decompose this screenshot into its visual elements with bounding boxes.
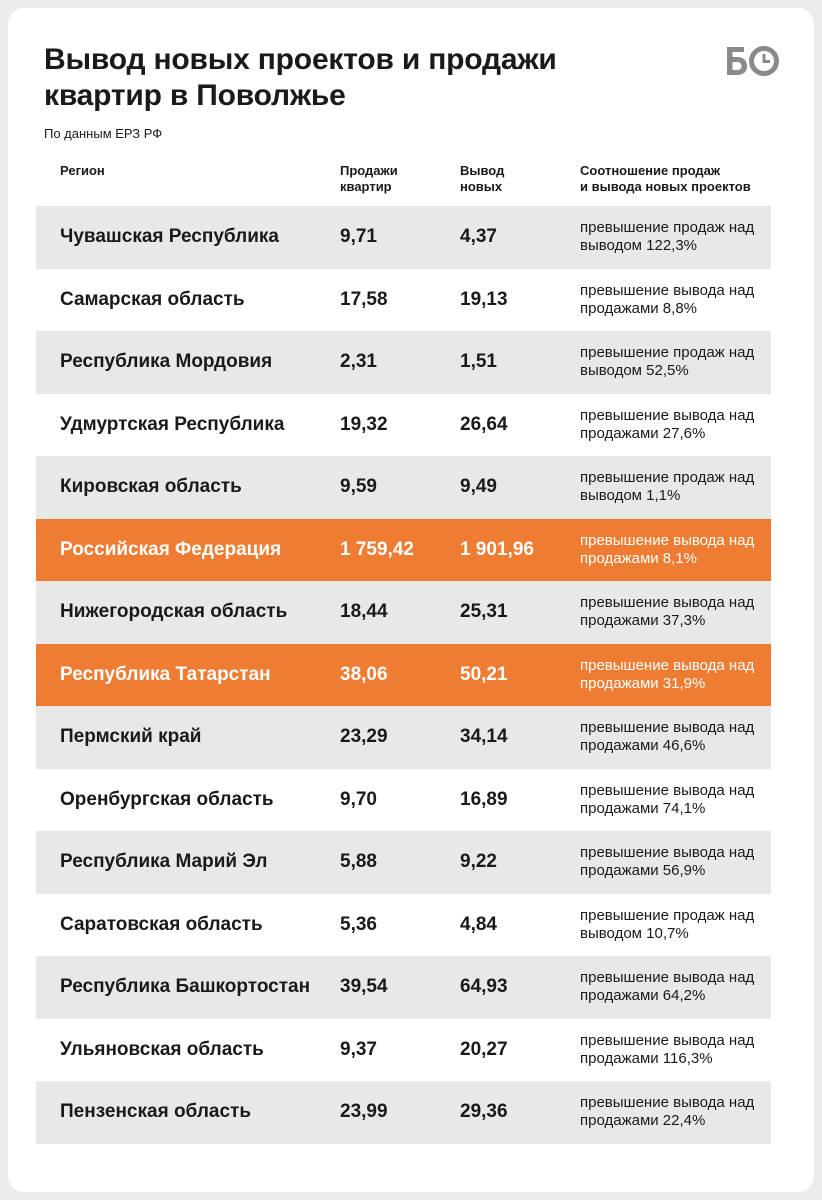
sales-cell: 9,59 — [340, 476, 377, 498]
region-cell: Самарская область — [60, 288, 245, 310]
ratio-cell: превышение вывода над продажами 22,4% — [580, 1094, 755, 1130]
region-cell: Республика Башкортостан — [60, 976, 311, 998]
ratio-cell: превышение вывода над продажами 46,6% — [580, 719, 755, 755]
ratio-cell: превышение продаж над выводом 10,7% — [580, 906, 755, 942]
region-cell: Ульяновская область — [60, 1038, 264, 1060]
table-row — [36, 894, 771, 957]
sales-cell: 23,99 — [340, 1101, 388, 1123]
region-cell: Пермский край — [60, 726, 202, 748]
new-projects-cell: 1 901,96 — [460, 538, 534, 560]
column-header-ratio: Соотношение продаж и вывода новых проектов — [580, 163, 751, 194]
sales-cell: 39,54 — [340, 976, 388, 998]
table-row — [36, 769, 771, 832]
sales-cell: 17,58 — [340, 288, 388, 310]
table-row — [36, 956, 771, 1019]
new-projects-cell: 34,14 — [460, 726, 508, 748]
new-projects-cell: 4,37 — [460, 226, 497, 248]
table-row — [36, 1081, 771, 1144]
region-cell: Республика Мордовия — [60, 351, 273, 373]
sales-cell: 23,29 — [340, 726, 388, 748]
region-cell: Саратовская область — [60, 913, 263, 935]
ratio-cell: превышение продаж над выводом 52,5% — [580, 344, 755, 380]
table-row — [36, 519, 771, 582]
ratio-cell: превышение продаж над выводом 1,1% — [580, 469, 755, 505]
data-table — [36, 206, 771, 1144]
new-projects-cell: 16,89 — [460, 788, 508, 810]
page-title: Вывод новых проектов и продажи квартир в Поволжье — [44, 43, 557, 112]
ratio-cell: превышение вывода над продажами 37,3% — [580, 594, 755, 630]
new-projects-cell: 50,21 — [460, 663, 508, 685]
table-row — [36, 581, 771, 644]
ratio-cell: превышение вывода над продажами 8,8% — [580, 281, 755, 317]
region-cell: Нижегородская область — [60, 601, 288, 623]
table-row — [36, 1019, 771, 1082]
new-projects-cell: 1,51 — [460, 351, 497, 373]
region-cell: Оренбургская область — [60, 788, 274, 810]
ratio-cell: превышение вывода над продажами 31,9% — [580, 656, 755, 692]
sales-cell: 38,06 — [340, 663, 388, 685]
column-header-region: Регион — [60, 163, 105, 178]
table-row — [36, 644, 771, 707]
ratio-cell: превышение вывода над продажами 56,9% — [580, 844, 755, 880]
sales-cell: 1 759,42 — [340, 538, 414, 560]
region-cell: Удмуртская Республика — [60, 413, 285, 435]
bo-logo — [724, 44, 780, 78]
sales-cell: 9,37 — [340, 1038, 377, 1060]
new-projects-cell: 19,13 — [460, 288, 508, 310]
new-projects-cell: 9,22 — [460, 851, 497, 873]
new-projects-cell: 4,84 — [460, 913, 497, 935]
table-row — [36, 456, 771, 519]
table-row — [36, 206, 771, 269]
table-row — [36, 394, 771, 457]
new-projects-cell: 9,49 — [460, 476, 497, 498]
ratio-cell: превышение вывода над продажами 27,6% — [580, 406, 755, 442]
source-note: По данным ЕРЗ РФ — [44, 126, 163, 141]
new-projects-cell: 64,93 — [460, 976, 508, 998]
table-row — [36, 331, 771, 394]
sales-cell: 9,70 — [340, 788, 377, 810]
sales-cell: 9,71 — [340, 226, 377, 248]
new-projects-cell: 29,36 — [460, 1101, 508, 1123]
column-header-new: Вывод новых — [460, 163, 505, 194]
ratio-cell: превышение вывода над продажами 8,1% — [580, 531, 755, 567]
ratio-cell: превышение вывода над продажами 64,2% — [580, 969, 755, 1005]
table-row — [36, 831, 771, 894]
new-projects-cell: 26,64 — [460, 413, 508, 435]
new-projects-cell: 25,31 — [460, 601, 508, 623]
table-row — [36, 706, 771, 769]
ratio-cell: превышение продаж над выводом 122,3% — [580, 219, 755, 255]
region-cell: Пензенская область — [60, 1101, 252, 1123]
region-cell: Республика Татарстан — [60, 663, 271, 685]
sales-cell: 5,88 — [340, 851, 377, 873]
new-projects-cell: 20,27 — [460, 1038, 508, 1060]
region-cell: Российская Федерация — [60, 538, 282, 560]
region-cell: Чувашская Республика — [60, 226, 279, 248]
sales-cell: 2,31 — [340, 351, 377, 373]
ratio-cell: превышение вывода над продажами 74,1% — [580, 781, 755, 817]
region-cell: Кировская область — [60, 476, 242, 498]
table-row — [36, 269, 771, 332]
column-header-sales: Продажи квартир — [340, 163, 398, 194]
ratio-cell: превышение вывода над продажами 116,3% — [580, 1031, 755, 1067]
region-cell: Республика Марий Эл — [60, 851, 268, 873]
sales-cell: 18,44 — [340, 601, 388, 623]
sales-cell: 5,36 — [340, 913, 377, 935]
sales-cell: 19,32 — [340, 413, 388, 435]
